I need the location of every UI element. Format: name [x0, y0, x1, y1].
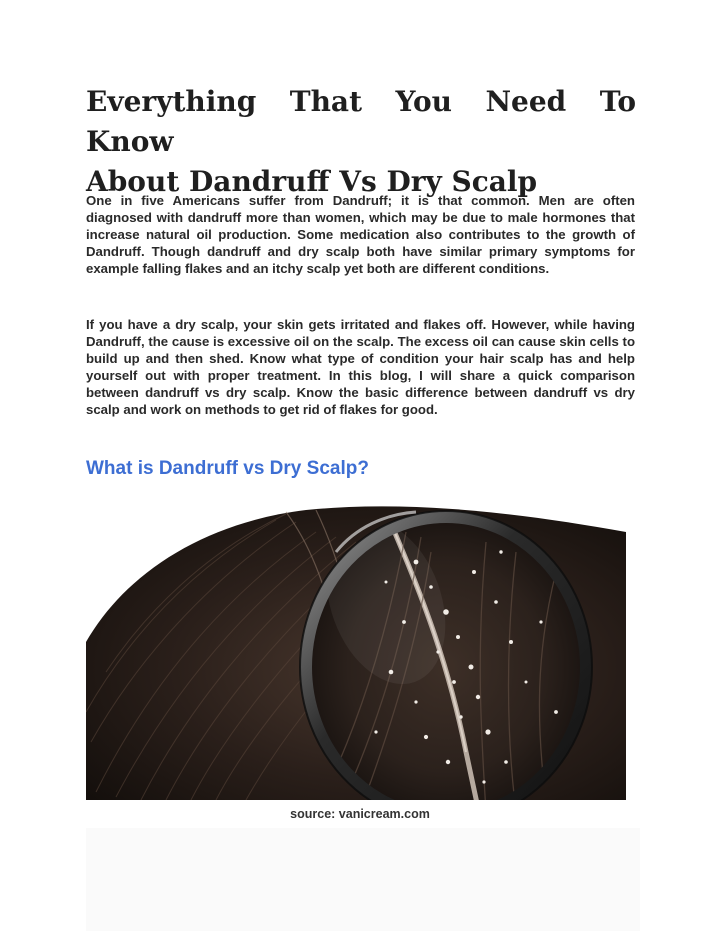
document-title — [86, 82, 636, 202]
image-caption: source: vanicream.com — [290, 807, 430, 821]
title-line-2: About Dandruff Vs Dry Scalp — [86, 165, 538, 198]
dandruff-photo — [86, 492, 626, 800]
intro-paragraph: One in five Americans suffer from Dandruff; it is that common. Men are often diagnosed with dandruff more than women, which may be due to male hormones that increase natural oil production. Some medication also contributes to the growth of Dandruff. Though dandruff and dry scalp both have similar primary symptoms for example falling flakes and an itchy scalp yet both are different conditions. — [86, 193, 635, 276]
magnifier-on-scalp-illustration — [86, 492, 626, 800]
image-background-shade — [86, 828, 640, 931]
title-line-1: Everything That You Need To Know — [86, 85, 636, 158]
dry-scalp-paragraph: If you have a dry scalp, your skin gets irritated and flakes off. However, while having Dandruff, the cause is excessive oil on the scalp. The excess oil can cause skin cells to build up and then shed. Know what type of condition your hair scalp has and help yourself out with proper treatment. In this blog, I will share a quick comparison between dandruff vs dry scalp. Know the basic difference between dandruff vs dry scalp and work on methods to get rid of flakes for good. — [86, 317, 635, 417]
section-heading: What is Dandruff vs Dry Scalp? — [86, 458, 369, 479]
